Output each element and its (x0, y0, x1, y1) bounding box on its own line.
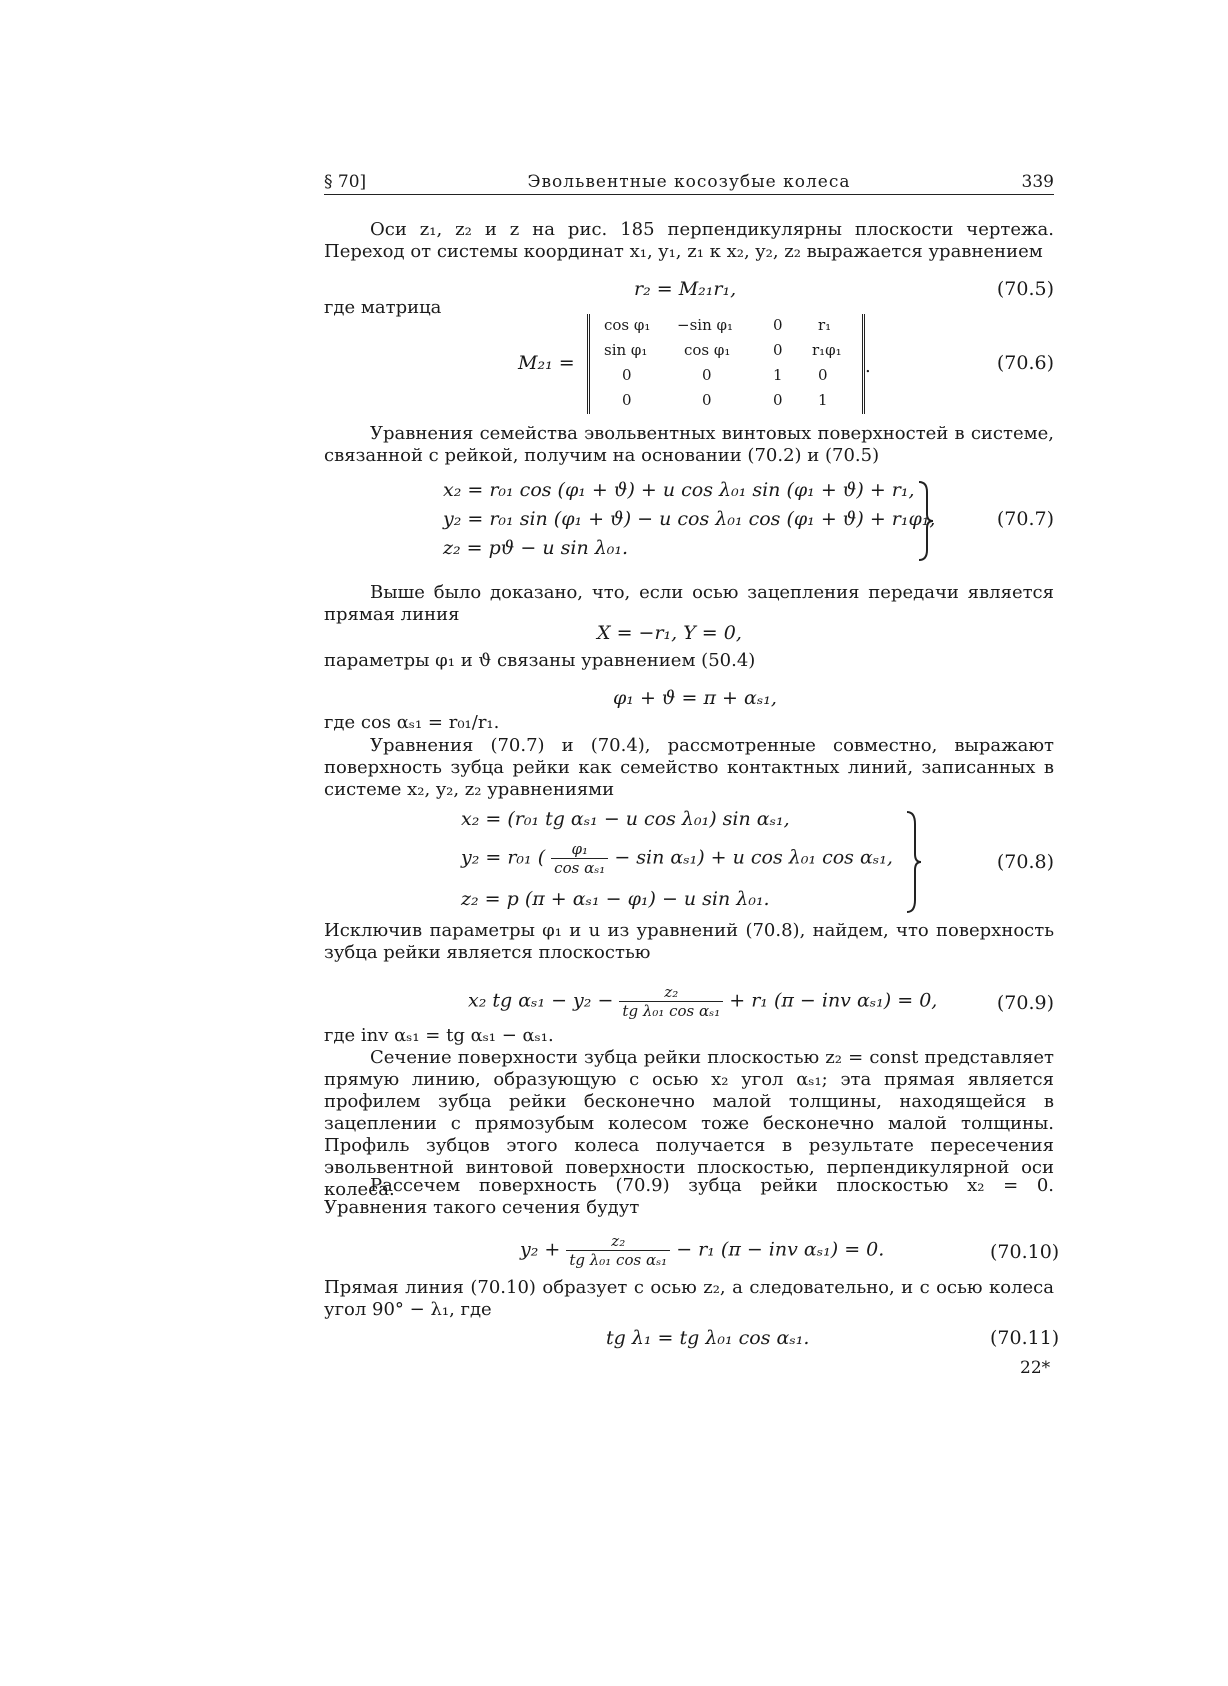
fraction-denominator: tg λ₀₁ cos αₛ₁ (622, 1002, 721, 1020)
header-rule (324, 194, 1054, 195)
matrix-cell: 0 (773, 391, 783, 409)
equation-50-4: φ₁ + ϑ = π + αₛ₁, (613, 687, 777, 709)
where-matrix-label: где матрица (324, 297, 442, 318)
paragraph-1: Оси z₁, z₂ и z на рис. 185 перпендикулярны плоскости чертежа. Переход от системы координат x₁, y₁, z₁ к x₂, y₂, z₂ выражается уравнением (324, 219, 1054, 262)
matrix-cell: 0 (818, 366, 828, 384)
equation-number-70-11: (70.11) (990, 1327, 1060, 1349)
equation-70-8-line-1: x₂ = (r₀₁ tg αₛ₁ − u cos λ₀₁) sin αₛ₁, (461, 808, 790, 830)
page-number: 339 (1021, 172, 1054, 192)
paragraph-10: Рассечем поверхность (70.9) зубца рейки плоскостью x₂ = 0. Уравнения такого сечения будут (324, 1175, 1054, 1218)
equation-70-7-line-2: y₂ = r₀₁ sin (φ₁ + ϑ) − u cos λ₀₁ cos (φ₁ + ϑ) + r₁φ₁, (443, 508, 936, 530)
equation-number-70-10: (70.10) (990, 1241, 1060, 1263)
matrix-cell: 0 (773, 341, 783, 359)
running-header (324, 172, 1054, 196)
equation-70-8-line-2 (461, 840, 893, 877)
equation-70-9-start: x₂ tg αₛ₁ − y₂ − (468, 989, 614, 1012)
fraction-denominator: cos αₛ₁ (554, 859, 606, 877)
fraction-denominator: tg λ₀₁ cos αₛ₁ (569, 1251, 668, 1269)
matrix-cell: r₁φ₁ (812, 341, 842, 359)
matrix-cell: −sin φ₁ (677, 316, 734, 334)
equation-70-5: r₂ = M₂₁r₁, (634, 278, 737, 300)
equation-70-7-line-1: x₂ = r₀₁ cos (φ₁ + ϑ) + u cos λ₀₁ sin (φ₁ + ϑ) + r₁, (443, 479, 915, 501)
equation-70-10 (520, 1232, 884, 1269)
paragraph-8: где inv αₛ₁ = tg αₛ₁ − αₛ₁. (324, 1025, 554, 1046)
paragraph-11: Прямая линия (70.10) образует с осью z₂, а следовательно, и с осью колеса угол 90° − λ₁, где (324, 1277, 1054, 1320)
equation-70-10-start: y₂ + (520, 1238, 561, 1261)
header-title: Эвольвентные косозубые колеса (527, 172, 851, 192)
fraction-z2-over-tg (566, 1232, 670, 1269)
matrix-m21 (587, 314, 865, 414)
equation-70-8-line-2-end: − sin αₛ₁) + u cos λ₀₁ cos αₛ₁, (614, 846, 893, 869)
matrix-cell: 1 (818, 391, 828, 409)
equation-number-70-7: (70.7) (996, 508, 1054, 530)
paragraph-3: Выше было доказано, что, если осью зацепления передачи является прямая линия (324, 582, 1054, 625)
matrix-cell: sin φ₁ (604, 341, 648, 359)
matrix-cell: 0 (622, 366, 632, 384)
matrix-cell: 0 (622, 391, 632, 409)
fraction-numerator: z₂ (566, 1232, 670, 1251)
matrix-cell: r₁ (818, 316, 832, 334)
equation-70-7-line-3: z₂ = pϑ − u sin λ₀₁. (443, 537, 629, 559)
equation-number-70-6: (70.6) (996, 352, 1054, 374)
equation-number-70-5: (70.5) (996, 278, 1054, 300)
matrix-cell: cos φ₁ (604, 316, 651, 334)
paragraph-9: Сечение поверхности зубца рейки плоскостью z₂ = const представляет прямую линию, образующую с осью x₂ угол αₛ₁; эта прямая является профилем зубца рейки бесконечно малой толщины, находящейся в зацеплении с прямозубым колесом тоже бесконечно малой толщины. Профиль зубцов этого колеса получается в результате пересечения эвольвентной винтовой поверхности плоскостью, перпендикулярной оси колеса. (324, 1047, 1054, 1200)
equation-70-10-end: − r₁ (π − inv αₛ₁) = 0. (676, 1238, 885, 1261)
brace-70-8 (903, 810, 923, 914)
fraction-phi-over-cos (551, 840, 608, 877)
paragraph-4: параметры φ₁ и ϑ связаны уравнением (50.4) (324, 650, 756, 671)
matrix-label: M₂₁ = (518, 352, 575, 374)
equation-70-9 (468, 983, 937, 1020)
fraction-z2-over-tg (619, 983, 723, 1020)
equation-70-8-line-3: z₂ = p (π + αₛ₁ − φ₁) − u sin λ₀₁. (461, 888, 770, 910)
matrix-cell: cos φ₁ (684, 341, 731, 359)
signature-mark: 22* (1020, 1358, 1051, 1378)
brace-70-7 (915, 480, 935, 562)
paragraph-5: где cos αₛ₁ = r₀₁/r₁. (324, 712, 500, 733)
matrix-cell: 0 (773, 316, 783, 334)
fraction-numerator: φ₁ (551, 840, 608, 859)
matrix-cell: 0 (702, 366, 712, 384)
fraction-numerator: z₂ (619, 983, 723, 1002)
paragraph-2: Уравнения семейства эвольвентных винтовых поверхностей в системе, связанной с рейкой, получим на основании (70.2) и (70.5) (324, 423, 1054, 466)
section-mark: § 70] (324, 172, 367, 192)
equation-70-8-line-2-start: y₂ = r₀₁ ( (461, 846, 546, 869)
matrix-cell: 1 (773, 366, 783, 384)
paragraph-7: Исключив параметры φ₁ и u из уравнений (70.8), найдем, что поверхность зубца рейки является плоскостью (324, 920, 1054, 963)
equation-70-9-end: + r₁ (π − inv αₛ₁) = 0, (729, 989, 938, 1012)
matrix-cell: 0 (702, 391, 712, 409)
matrix-period: . (865, 356, 871, 377)
paragraph-6: Уравнения (70.7) и (70.4), рассмотренные совместно, выражают поверхность зубца рейки как семейство контактных линий, записанных в системе x₂, y₂, z₂ уравнениями (324, 735, 1054, 800)
equation-70-11: tg λ₁ = tg λ₀₁ cos αₛ₁. (606, 1327, 810, 1349)
equation-axis: X = −r₁, Y = 0, (597, 622, 742, 644)
equation-number-70-8: (70.8) (996, 851, 1054, 873)
equation-number-70-9: (70.9) (996, 992, 1054, 1014)
